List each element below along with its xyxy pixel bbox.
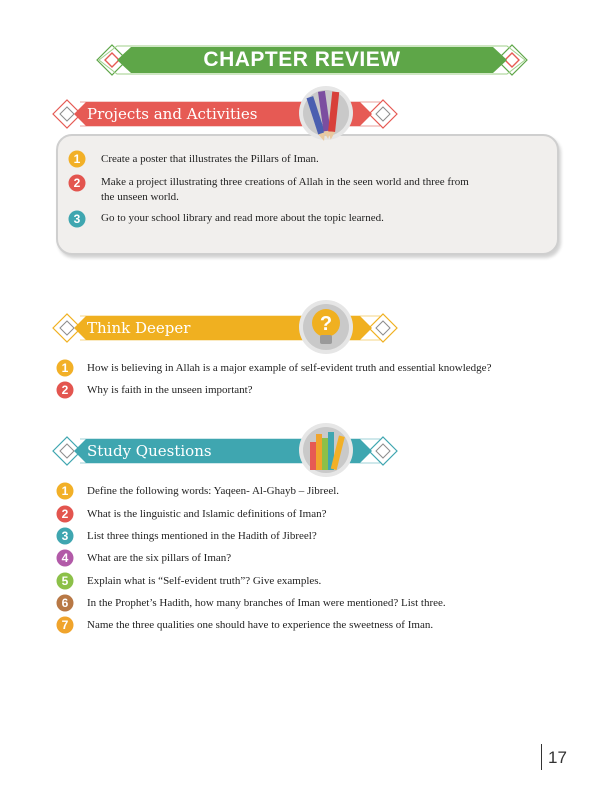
- svg-text:3: 3: [73, 212, 81, 226]
- number-badge-2: [68, 174, 86, 192]
- think-deeper-item-2: Why is faith in the unseen important?: [87, 384, 253, 396]
- number-badge-3: [68, 210, 86, 228]
- page-number: 17: [548, 748, 567, 767]
- svg-text:2: 2: [73, 176, 81, 190]
- number-badge-2: [56, 381, 74, 399]
- think-deeper-title: Think Deeper: [87, 319, 191, 337]
- number-badge-1: [56, 482, 74, 500]
- projects-item-1: Create a poster that illustrates the Pillars of Iman.: [101, 153, 319, 165]
- think-deeper-item-1: How is believing in Allah is a major example of self-evident truth and essential knowledge?: [87, 362, 492, 374]
- svg-text:2: 2: [61, 383, 69, 397]
- study-questions-title: Study Questions: [87, 442, 212, 460]
- study-item-4: What are the six pillars of Iman?: [87, 552, 232, 564]
- number-badge-7: [56, 616, 74, 634]
- svg-text:5: 5: [61, 574, 69, 588]
- number-badge-4: [56, 549, 74, 567]
- projects-item-2-line-1: Make a project illustrating three creations of Allah in the seen world and three from: [101, 176, 469, 188]
- projects-item-3: Go to your school library and read more about the topic learned.: [101, 212, 384, 224]
- svg-text:1: 1: [61, 484, 69, 498]
- number-badge-1: [68, 150, 86, 168]
- number-badge-3: [56, 527, 74, 545]
- number-badge-5: [56, 572, 74, 590]
- books-icon: [298, 422, 354, 478]
- svg-text:2: 2: [61, 507, 69, 521]
- study-item-3: List three things mentioned in the Hadith of Jibreel?: [87, 530, 317, 542]
- svg-text:6: 6: [61, 596, 69, 610]
- study-item-6: In the Prophet’s Hadith, how many branches of Iman were mentioned? List three.: [87, 597, 446, 609]
- svg-text:3: 3: [61, 529, 69, 543]
- pencils-icon: [298, 85, 354, 141]
- svg-text:?: ?: [319, 313, 333, 335]
- number-badge-1: [56, 359, 74, 377]
- study-item-2: What is the linguistic and Islamic definitions of Iman?: [87, 508, 327, 520]
- projects-title: Projects and Activities: [87, 105, 258, 123]
- svg-text:4: 4: [61, 551, 69, 565]
- projects-item-2-line-2: the unseen world.: [101, 191, 179, 203]
- svg-text:1: 1: [61, 361, 69, 375]
- study-item-5: Explain what is “Self-evident truth”? Give examples.: [87, 575, 322, 587]
- chapter-review-title: CHAPTER REVIEW: [203, 48, 401, 71]
- question-bulb-icon: [298, 299, 354, 355]
- study-item-1: Define the following words: Yaqeen- Al-Ghayb – Jibreel.: [87, 485, 340, 497]
- svg-text:7: 7: [61, 618, 69, 632]
- number-badge-2: [56, 505, 74, 523]
- study-item-7: Name the three qualities one should have to experience the sweetness of Iman.: [87, 619, 434, 631]
- number-badge-6: [56, 594, 74, 612]
- page-number-divider: [541, 744, 542, 770]
- svg-text:1: 1: [73, 152, 81, 166]
